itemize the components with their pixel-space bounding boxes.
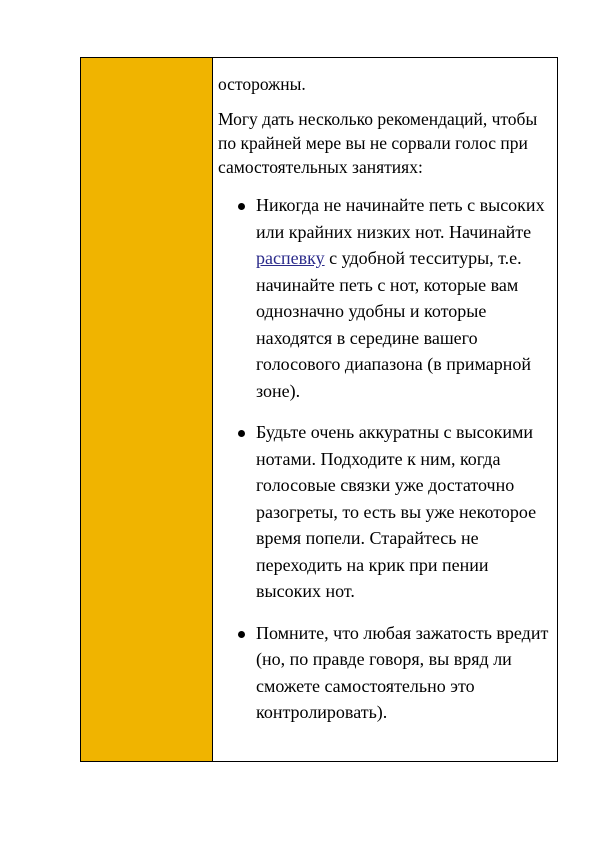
bullet-icon <box>238 631 245 638</box>
intro-fragment: осторожны. <box>218 74 306 94</box>
text-cell <box>213 58 557 761</box>
list-item-text: Помните, что любая зажатость вредит (но, по правде говоря, вы вряд ли сможете самостоятельно это контролировать). <box>256 622 549 722</box>
list-item-text: Никогда не начинайте петь с высоких или крайних низких нот. Начинайте <box>256 195 545 242</box>
intro-paragraph: Могу дать несколько рекомендаций, чтобы по крайней мере вы не сорвали голос при самостоятельных занятиях: <box>218 109 538 177</box>
list-item <box>218 419 551 605</box>
content-table <box>80 57 558 762</box>
list-item <box>218 192 551 404</box>
sidebar-color-block <box>81 58 213 761</box>
raspevka-link[interactable]: распевку <box>256 248 325 268</box>
recommendation-list <box>218 192 551 726</box>
list-item-text: Будьте очень аккуратны с высокими нотами. Подходите к ним, когда голосовые связки уже достаточно разогреты, то есть вы уже некоторое время попели. Старайтесь не переходить на крик при пении высоких нот. <box>256 422 537 601</box>
bullet-icon <box>238 430 245 437</box>
list-item <box>218 620 551 726</box>
bullet-icon <box>238 203 245 210</box>
list-item-text: с удобной тесситуры, т.е. начинайте петь с нот, которые вам однозначно удобны и которые находятся в середине вашего голосового диапазона (в примарной зоне). <box>256 248 532 401</box>
